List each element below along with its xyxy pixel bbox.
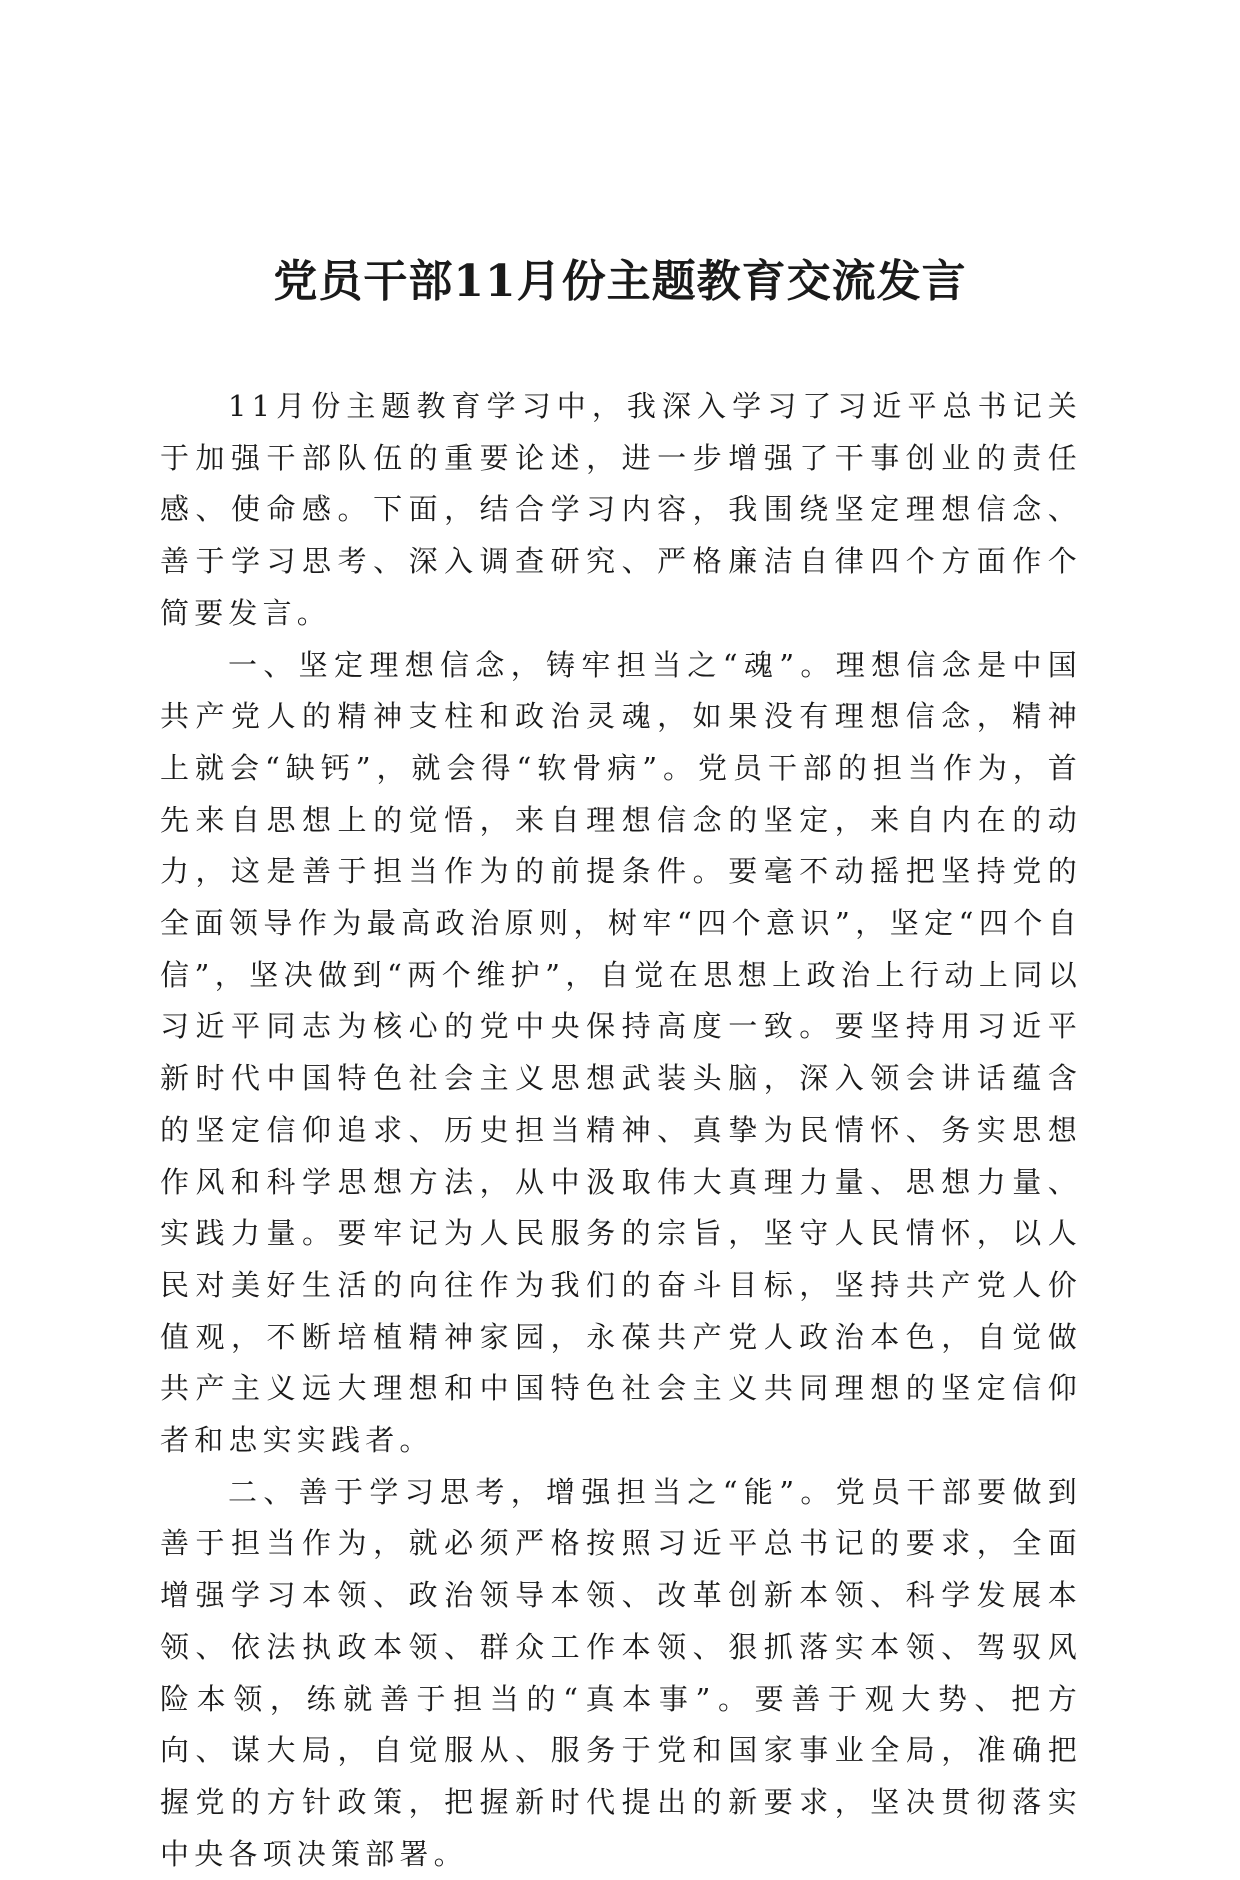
document-title: 党员干部11月份主题教育交流发言 bbox=[273, 256, 967, 307]
paragraph-section-1: 一、坚定理想信念，铸牢担当之“魂”。理想信念是中国共产党人的精神支柱和政治灵魂，如果没有理想信念，精神上就会“缺钙”，就会得“软骨病”。党员干部的担当作为，首先来自思想上的觉悟，来自理想信念的坚定，来自内在的动力，这是善于担当作为的前提条件。要毫不动摇把坚持党的全面领导作为最高政治原则，树牢“四个意识”，坚定“四个自信”，坚决做到“两个维护”，自觉在思想上政治上行动上同以习近平同志为核心的党中央保持高度一致。要坚持用习近平新时代中国特色社会主义思想武装头脑，深入领会讲话蕴含的坚定信仰追求、历史担当精神、真挚为民情怀、务实思想作风和科学思想方法，从中汲取伟大真理力量、思想力量、实践力量。要牢记为人民服务的宗旨，坚守人民情怀，以人民对美好生活的向往作为我们的奋斗目标，坚持共产党人价值观，不断培植精神家园，永葆共产党人政治本色，自觉做共产主义远大理想和中国特色社会主义共同理想的坚定信仰者和忠实实践者。 bbox=[160, 647, 1082, 1458]
paragraph-intro: 11月份主题教育学习中，我深入学习了习近平总书记关于加强干部队伍的重要论述，进一步增强了干事创业的责任感、使命感。下面，结合学习内容，我围绕坚定理想信念、善于学习思考、深入调查研究、严格廉洁自律四个方面作个简要发言。 bbox=[160, 389, 1082, 630]
document-body bbox=[160, 381, 1082, 1880]
paragraph-section-2: 二、善于学习思考，增强担当之“能”。党员干部要做到善于担当作为，就必须严格按照习近平总书记的要求，全面增强学习本领、政治领导本领、改革创新本领、科学发展本领、依法执政本领、群众工作本领、狠抓落实本领、驾驭风险本领，练就善于担当的“真本事”。要善于观大势、把方向、谋大局，自觉服从、服务于党和国家事业全局，准确把握党的方针政策，把握新时代提出的新要求，坚决贯彻落实中央各项决策部署。 bbox=[160, 1474, 1082, 1871]
